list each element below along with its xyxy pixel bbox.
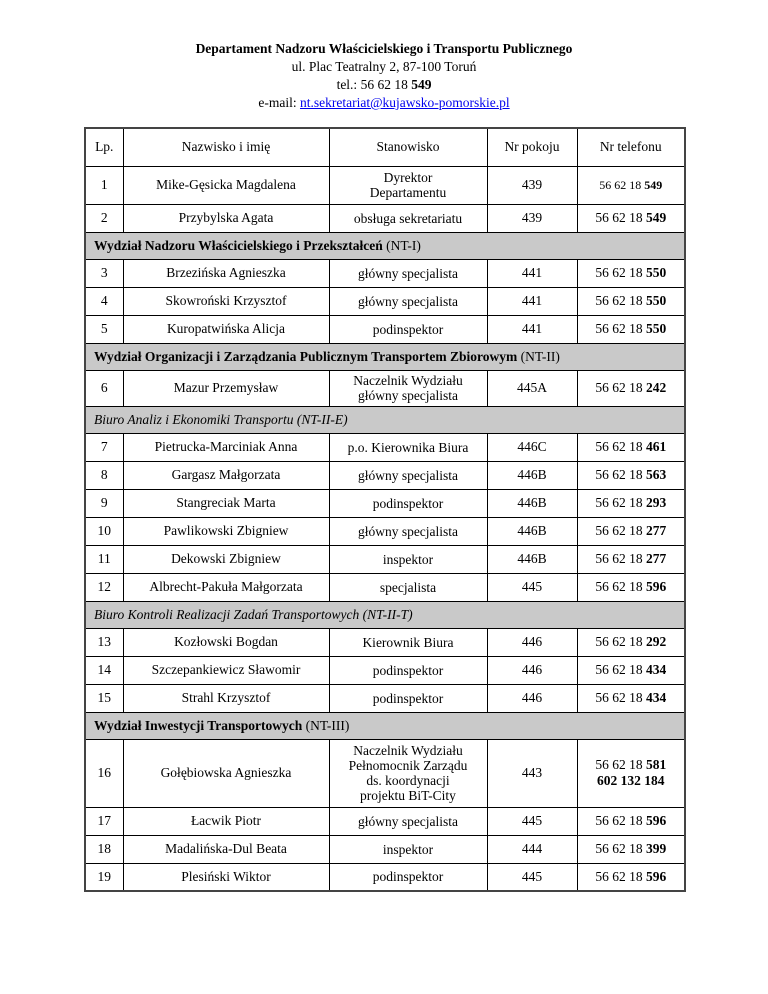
cell-room: 439 <box>487 204 577 232</box>
cell-lp: 9 <box>85 489 123 517</box>
position-line: podinspektor <box>372 321 444 337</box>
position-line: podinspektor <box>372 662 444 678</box>
column-header-name: Nazwisko i imię <box>123 128 329 166</box>
cell-lp: 8 <box>85 461 123 489</box>
position-line: Naczelnik Wydziału <box>353 373 463 388</box>
cell-name: Albrecht-Pakuła Małgorzata <box>123 573 329 601</box>
table-row <box>85 807 685 835</box>
cell-name: Mazur Przemysław <box>123 370 329 406</box>
cell-phone: 56 62 18 549 <box>577 204 685 232</box>
cell-lp: 14 <box>85 656 123 684</box>
cell-position <box>329 863 487 891</box>
cell-lp: 12 <box>85 573 123 601</box>
position-line: główny specjalista <box>357 293 459 309</box>
table-row <box>85 259 685 287</box>
cell-lp: 19 <box>85 863 123 891</box>
position-line: podinspektor <box>372 690 444 706</box>
position-line: projektu BiT-City <box>360 788 456 803</box>
cell-lp: 4 <box>85 287 123 315</box>
cell-lp: 10 <box>85 517 123 545</box>
position-line: główny specjalista <box>357 388 459 403</box>
position-line: specjalista <box>379 579 437 595</box>
position-line: inspektor <box>382 841 434 857</box>
cell-lp: 7 <box>85 433 123 461</box>
cell-phone: 56 62 18 596 <box>577 863 685 891</box>
cell-lp: 1 <box>85 166 123 204</box>
cell-room: 441 <box>487 287 577 315</box>
mobile-phone: 602 132 184 <box>597 773 665 788</box>
cell-room: 439 <box>487 166 577 204</box>
cell-name: Przybylska Agata <box>123 204 329 232</box>
cell-name: Plesiński Wiktor <box>123 863 329 891</box>
position-line: Pełnomocnik Zarządu <box>348 758 468 773</box>
section-title: Wydział Nadzoru Właścicielskiego i Przekształceń (NT-I) <box>85 232 685 259</box>
cell-position <box>329 370 487 406</box>
cell-room: 445 <box>487 807 577 835</box>
cell-name: Brzezińska Agnieszka <box>123 259 329 287</box>
cell-position <box>329 461 487 489</box>
cell-phone: 56 62 18 292 <box>577 628 685 656</box>
position-line: główny specjalista <box>357 467 459 483</box>
table-row <box>85 461 685 489</box>
email-link[interactable]: nt.sekretariat@kujawsko-pomorskie.pl <box>299 95 510 110</box>
cell-lp: 6 <box>85 370 123 406</box>
cell-position <box>329 166 487 204</box>
cell-lp: 5 <box>85 315 123 343</box>
table-row <box>85 545 685 573</box>
cell-position <box>329 807 487 835</box>
position-line: podinspektor <box>372 869 444 885</box>
table-row <box>85 315 685 343</box>
cell-name: Mike-Gęsicka Magdalena <box>123 166 329 204</box>
cell-position <box>329 204 487 232</box>
cell-name: Szczepankiewicz Sławomir <box>123 656 329 684</box>
cell-lp: 11 <box>85 545 123 573</box>
cell-lp: 2 <box>85 204 123 232</box>
cell-name: Skowroński Krzysztof <box>123 287 329 315</box>
cell-phone: 56 62 18 596 <box>577 573 685 601</box>
position-line: główny specjalista <box>357 265 459 281</box>
table-row <box>85 489 685 517</box>
table-row <box>85 739 685 807</box>
position-line: p.o. Kierownika Biura <box>347 439 469 455</box>
table-row <box>85 204 685 232</box>
cell-phone: 56 62 18 434 <box>577 656 685 684</box>
department-address: ul. Plac Teatralny 2, 87-100 Toruń <box>291 59 477 74</box>
cell-room: 445 <box>487 863 577 891</box>
section-header <box>85 343 685 370</box>
position-line: inspektor <box>382 551 434 567</box>
cell-name: Łacwik Piotr <box>123 807 329 835</box>
cell-lp: 3 <box>85 259 123 287</box>
cell-position <box>329 573 487 601</box>
cell-phone: 56 62 18 399 <box>577 835 685 863</box>
column-header-room: Nr pokoju <box>487 128 577 166</box>
cell-room: 446 <box>487 656 577 684</box>
cell-position <box>329 545 487 573</box>
contacts-table <box>84 127 686 892</box>
cell-room: 446B <box>487 461 577 489</box>
column-header-phone: Nr telefonu <box>577 128 685 166</box>
table-row <box>85 287 685 315</box>
position-line: podinspektor <box>372 495 444 511</box>
column-header-position: Stanowisko <box>329 128 487 166</box>
position-line: Dyrektor <box>383 170 433 185</box>
cell-position <box>329 287 487 315</box>
cell-name: Kozłowski Bogdan <box>123 628 329 656</box>
table-header-row <box>85 128 685 166</box>
table-row <box>85 863 685 891</box>
subsection-header <box>85 601 685 628</box>
cell-position <box>329 684 487 712</box>
cell-name: Madalińska-Dul Beata <box>123 835 329 863</box>
cell-name: Kuropatwińska Alicja <box>123 315 329 343</box>
cell-room: 446 <box>487 684 577 712</box>
cell-position <box>329 489 487 517</box>
position-line: główny specjalista <box>357 813 459 829</box>
cell-room: 441 <box>487 259 577 287</box>
position-line: ds. koordynacji <box>366 773 450 788</box>
section-header <box>85 232 685 259</box>
cell-room: 445 <box>487 573 577 601</box>
cell-lp: 17 <box>85 807 123 835</box>
cell-lp: 13 <box>85 628 123 656</box>
department-email: e-mail: nt.sekretariat@kujawsko-pomorskie.pl <box>258 95 510 110</box>
cell-room: 443 <box>487 739 577 807</box>
table-row <box>85 166 685 204</box>
cell-position <box>329 259 487 287</box>
cell-room: 446B <box>487 489 577 517</box>
cell-phone: 56 62 18 550 <box>577 315 685 343</box>
cell-name: Pawlikowski Zbigniew <box>123 517 329 545</box>
cell-phone: 56 62 18 549 <box>577 166 685 204</box>
cell-lp: 16 <box>85 739 123 807</box>
cell-phone: 56 62 18 293 <box>577 489 685 517</box>
cell-room: 441 <box>487 315 577 343</box>
department-title: Departament Nadzoru Właścicielskiego i Transportu Publicznego <box>195 41 573 56</box>
subsection-title: Biuro Kontroli Realizacji Zadań Transportowych (NT-II-T) <box>85 601 685 628</box>
cell-phone: 56 62 18 550 <box>577 287 685 315</box>
table-row <box>85 517 685 545</box>
cell-phone: 56 62 18 277 <box>577 517 685 545</box>
cell-phone: 56 62 18 277 <box>577 545 685 573</box>
position-line: obsługa sekretariatu <box>353 210 463 226</box>
cell-phone: 56 62 18 242 <box>577 370 685 406</box>
cell-phone: 56 62 18 461 <box>577 433 685 461</box>
cell-name: Strahl Krzysztof <box>123 684 329 712</box>
cell-room: 446B <box>487 545 577 573</box>
column-header-lp: Lp. <box>85 128 123 166</box>
cell-position <box>329 835 487 863</box>
section-header <box>85 712 685 739</box>
cell-room: 444 <box>487 835 577 863</box>
cell-name: Dekowski Zbigniew <box>123 545 329 573</box>
cell-phone: 56 62 18 434 <box>577 684 685 712</box>
table-row <box>85 573 685 601</box>
table-row <box>85 656 685 684</box>
table-row <box>85 433 685 461</box>
cell-phone: 56 62 18 581 602 132 184 <box>577 739 685 807</box>
subsection-header <box>85 406 685 433</box>
cell-position <box>329 433 487 461</box>
cell-lp: 15 <box>85 684 123 712</box>
cell-position <box>329 315 487 343</box>
cell-lp: 18 <box>85 835 123 863</box>
table-row <box>85 835 685 863</box>
department-phone: tel.: 56 62 18 549 <box>336 77 432 92</box>
cell-room: 446 <box>487 628 577 656</box>
cell-phone: 56 62 18 596 <box>577 807 685 835</box>
position-line: Departamentu <box>369 185 447 200</box>
cell-position <box>329 517 487 545</box>
cell-name: Pietrucka-Marciniak Anna <box>123 433 329 461</box>
cell-phone: 56 62 18 550 <box>577 259 685 287</box>
cell-name: Gargasz Małgorzata <box>123 461 329 489</box>
position-line: główny specjalista <box>357 523 459 539</box>
cell-room: 446C <box>487 433 577 461</box>
cell-room: 445A <box>487 370 577 406</box>
cell-name: Gołębiowska Agnieszka <box>123 739 329 807</box>
subsection-title: Biuro Analiz i Ekonomiki Transportu (NT-II-E) <box>85 406 685 433</box>
section-title: Wydział Organizacji i Zarządzania Publicznym Transportem Zbiorowym (NT-II) <box>85 343 685 370</box>
section-title: Wydział Inwestycji Transportowych (NT-III) <box>85 712 685 739</box>
position-line: Naczelnik Wydziału <box>353 743 463 758</box>
position-line: Kierownik Biura <box>362 634 454 650</box>
cell-name: Stangreciak Marta <box>123 489 329 517</box>
cell-position <box>329 628 487 656</box>
cell-room: 446B <box>487 517 577 545</box>
cell-position <box>329 656 487 684</box>
cell-position <box>329 739 487 807</box>
document-header <box>0 40 768 112</box>
table-row <box>85 684 685 712</box>
table-row <box>85 370 685 406</box>
cell-phone: 56 62 18 563 <box>577 461 685 489</box>
table-row <box>85 628 685 656</box>
